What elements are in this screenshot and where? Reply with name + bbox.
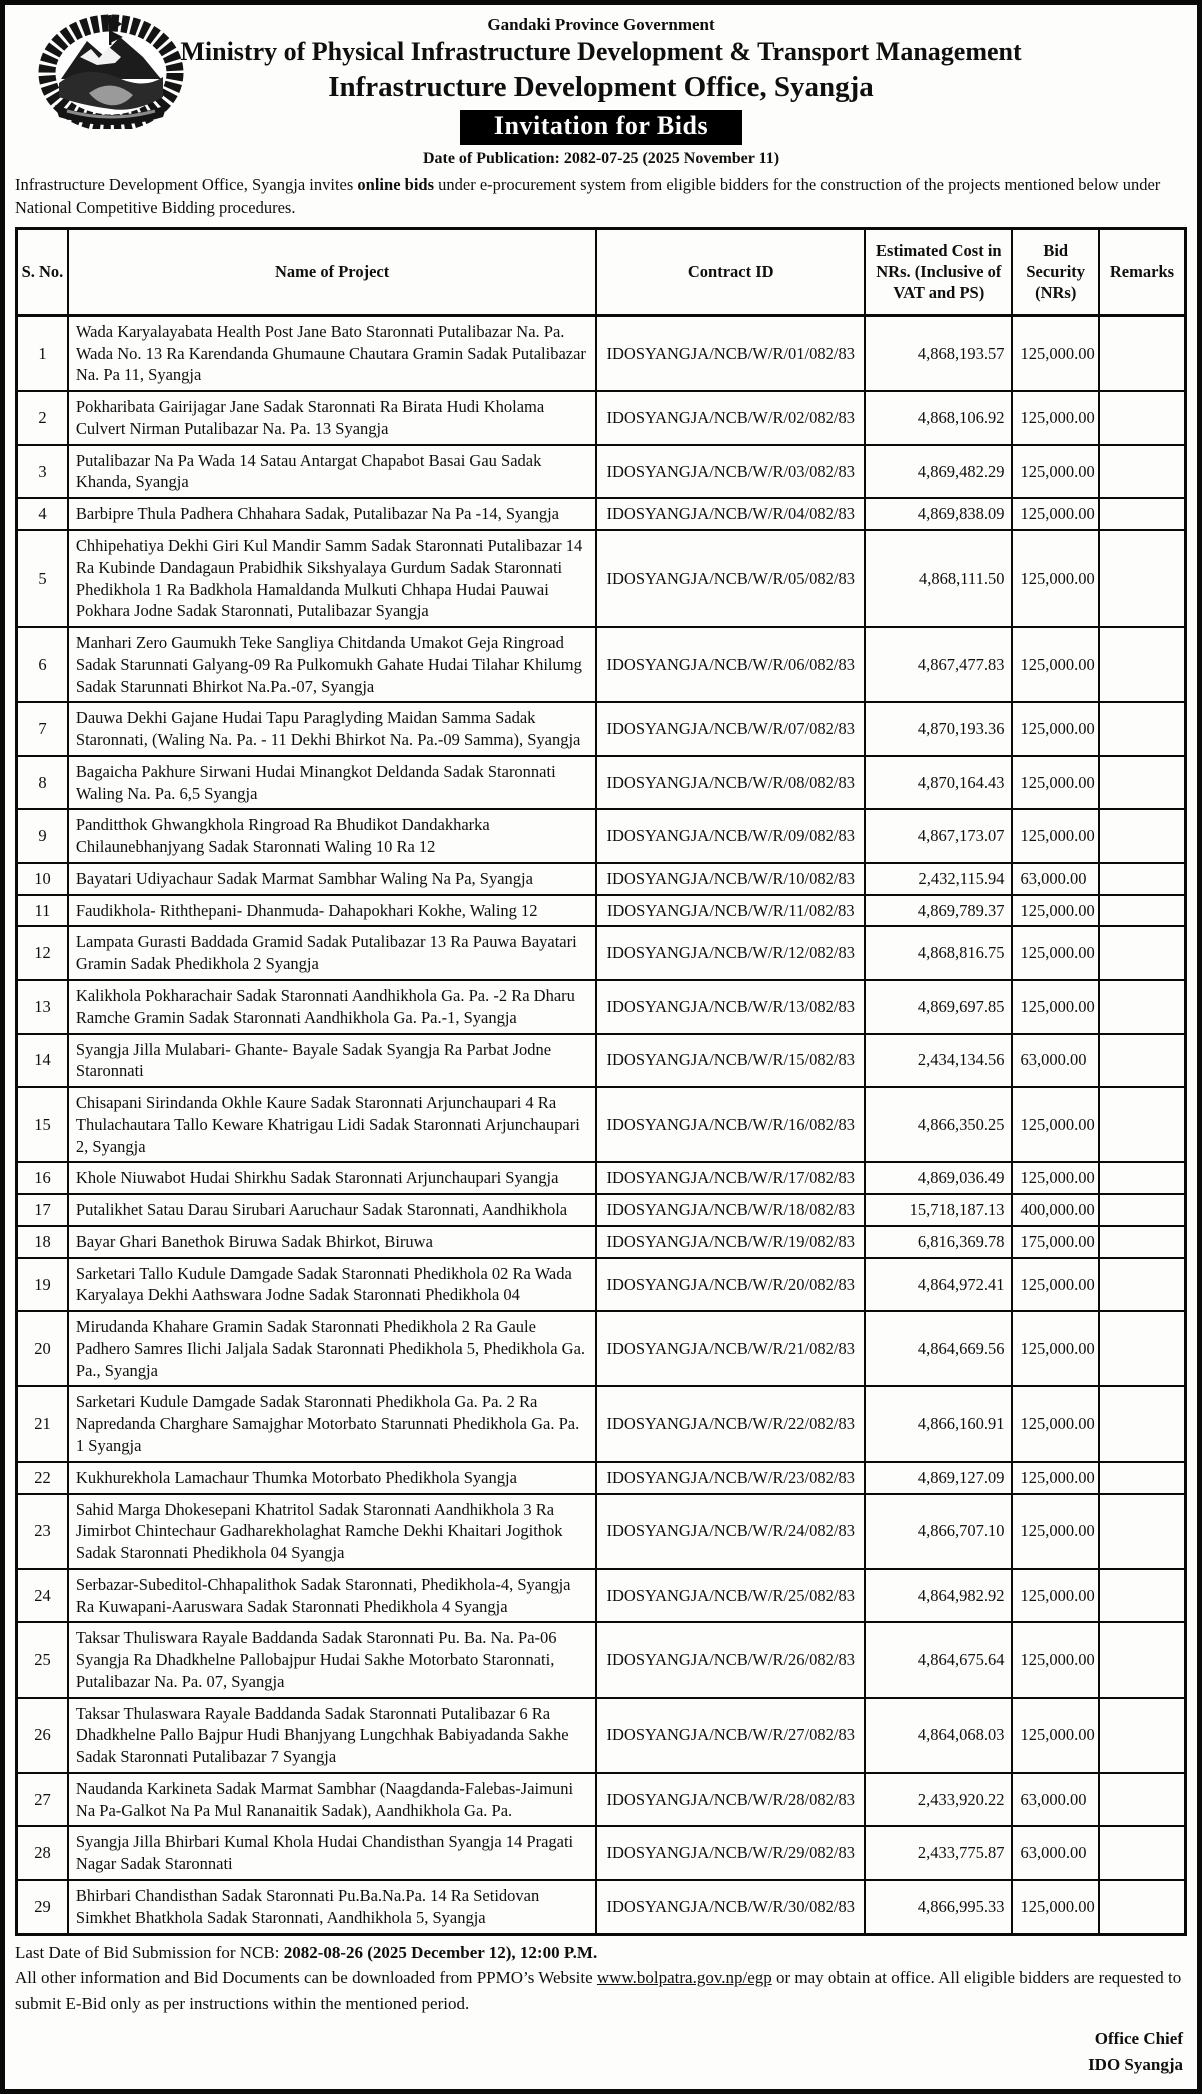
estimated-cost: 4,868,111.50	[865, 530, 1012, 627]
project-name: Bayar Ghari Banethok Biruwa Sadak Bhirkot, Biruwa	[68, 1226, 596, 1258]
bid-security: 63,000.00	[1012, 1826, 1099, 1880]
table-row	[17, 895, 1186, 927]
invitation-banner: Invitation for Bids	[460, 110, 742, 145]
project-name: Taksar Thuliswara Rayale Baddanda Sadak Staronnati Pu. Ba. Na. Pa-06 Syangja Ra Dhadkhelne Pallobajpur Hudai Sakhe Motorbato Staronnati, Putalibazar Na. Pa. 07, Syangja	[68, 1622, 596, 1697]
bid-security: 125,000.00	[1012, 445, 1099, 499]
ministry-name: Ministry of Physical Infrastructure Development & Transport Management	[180, 37, 1022, 66]
bid-security: 125,000.00	[1012, 1386, 1099, 1461]
column-header-contract: Contract ID	[596, 228, 865, 315]
estimated-cost: 2,433,920.22	[865, 1773, 1012, 1827]
contract-id: IDOSYANGJA/NCB/W/R/01/082/83	[596, 315, 865, 391]
project-name: Pokharibata Gairijagar Jane Sadak Staronnati Ra Birata Hudi Kholama Culvert Nirman Putalibazar Na. Pa. 13 Syangja	[68, 391, 596, 445]
info-text-pre: All other information and Bid Documents can be downloaded from PPMO’s Website	[15, 1968, 597, 1988]
row-serial: 20	[17, 1311, 68, 1386]
project-name: Manhari Zero Gaumukh Teke Sangliya Chitdanda Umakot Geja Ringroad Sadak Starunnati Galyang-09 Ra Pulkomukh Gahate Hudai Tilahar Khilumg Sadak Starunnati Bhirkot Na.Pa.-07, Syangja	[68, 627, 596, 702]
row-serial: 14	[17, 1034, 68, 1088]
last-date-line	[15, 1940, 1187, 1966]
row-serial: 22	[17, 1462, 68, 1494]
project-name: Syangja Jilla Mulabari- Ghante- Bayale Sadak Syangja Ra Parbat Jodne Staronnati	[68, 1034, 596, 1088]
project-name: Kalikhola Pokharachair Sadak Staronnati Aandhikhola Ga. Pa. -2 Ra Dharu Ramche Gramin Sadak Staronnati Aandhikhola Ga. Pa.-1, Syangja	[68, 980, 596, 1034]
remarks-cell	[1099, 1826, 1186, 1880]
footer-notes	[15, 1940, 1187, 2017]
estimated-cost: 4,869,482.29	[865, 445, 1012, 499]
intro-text-pre: Infrastructure Development Office, Syangja invites	[15, 175, 358, 194]
estimated-cost: 4,864,675.64	[865, 1622, 1012, 1697]
contract-id: IDOSYANGJA/NCB/W/R/18/082/83	[596, 1194, 865, 1226]
project-name: Chisapani Sirindanda Okhle Kaure Sadak Staronnati Arjunchaupari 4 Ra Thulachautara Tallo Keware Khatrigau Lidi Sadak Staronnati Arjunchaupari 2, Syangja	[68, 1087, 596, 1162]
row-serial: 19	[17, 1258, 68, 1312]
contract-id: IDOSYANGJA/NCB/W/R/07/082/83	[596, 702, 865, 756]
row-serial: 21	[17, 1386, 68, 1461]
column-header-sno: S. No.	[17, 228, 68, 315]
project-name: Putalibazar Na Pa Wada 14 Satau Antargat Chapabot Basai Gau Sadak Khanda, Syangja	[68, 445, 596, 499]
contract-id: IDOSYANGJA/NCB/W/R/30/082/83	[596, 1880, 865, 1934]
table-row	[17, 1569, 1186, 1623]
contract-id: IDOSYANGJA/NCB/W/R/15/082/83	[596, 1034, 865, 1088]
table-row	[17, 315, 1186, 391]
contract-id: IDOSYANGJA/NCB/W/R/24/082/83	[596, 1494, 865, 1569]
bid-security: 125,000.00	[1012, 1258, 1099, 1312]
row-serial: 7	[17, 702, 68, 756]
column-header-cost: Estimated Cost in NRs. (Inclusive of VAT and PS)	[865, 228, 1012, 315]
row-serial: 11	[17, 895, 68, 927]
contract-id: IDOSYANGJA/NCB/W/R/29/082/83	[596, 1826, 865, 1880]
column-header-name: Name of Project	[68, 228, 596, 315]
bid-security: 125,000.00	[1012, 1462, 1099, 1494]
contract-id: IDOSYANGJA/NCB/W/R/11/082/83	[596, 895, 865, 927]
contract-id: IDOSYANGJA/NCB/W/R/10/082/83	[596, 863, 865, 895]
contract-id: IDOSYANGJA/NCB/W/R/27/082/83	[596, 1698, 865, 1773]
row-serial: 10	[17, 863, 68, 895]
estimated-cost: 4,869,838.09	[865, 498, 1012, 530]
project-name: Barbipre Thula Padhera Chhahara Sadak, Putalibazar Na Pa -14, Syangja	[68, 498, 596, 530]
table-row	[17, 980, 1186, 1034]
bid-security: 125,000.00	[1012, 1087, 1099, 1162]
intro-text-bold: online bids	[357, 175, 435, 194]
estimated-cost: 2,434,134.56	[865, 1034, 1012, 1088]
bid-security: 125,000.00	[1012, 702, 1099, 756]
last-date-value: 2082-08-26 (2025 December 12), 12:00 P.M.	[283, 1942, 598, 1962]
contract-id: IDOSYANGJA/NCB/W/R/26/082/83	[596, 1622, 865, 1697]
bid-security: 63,000.00	[1012, 1773, 1099, 1827]
estimated-cost: 4,866,160.91	[865, 1386, 1012, 1461]
remarks-cell	[1099, 391, 1186, 445]
table-row	[17, 863, 1186, 895]
remarks-cell	[1099, 1773, 1186, 1827]
table-row	[17, 1622, 1186, 1697]
remarks-cell	[1099, 1258, 1186, 1312]
row-serial: 25	[17, 1622, 68, 1697]
estimated-cost: 4,866,350.25	[865, 1087, 1012, 1162]
project-name: Sarketari Kudule Damgade Sadak Staronnati Phedikhola Ga. Pa. 2 Ra Napredanda Charghare Samajghar Motorbato Starunnati Phedikhola Ga. Pa. 1 Syangja	[68, 1386, 596, 1461]
row-serial: 16	[17, 1162, 68, 1194]
remarks-cell	[1099, 809, 1186, 863]
table-row	[17, 1087, 1186, 1162]
row-serial: 18	[17, 1226, 68, 1258]
signature-org: IDO Syangja	[1088, 2055, 1183, 2075]
remarks-cell	[1099, 863, 1186, 895]
table-row	[17, 1386, 1186, 1461]
bid-security: 125,000.00	[1012, 926, 1099, 980]
estimated-cost: 4,867,173.07	[865, 809, 1012, 863]
bid-security: 125,000.00	[1012, 627, 1099, 702]
table-row	[17, 1311, 1186, 1386]
remarks-cell	[1099, 530, 1186, 627]
bid-security: 125,000.00	[1012, 315, 1099, 391]
bid-security: 125,000.00	[1012, 809, 1099, 863]
estimated-cost: 4,864,068.03	[865, 1698, 1012, 1773]
remarks-cell	[1099, 627, 1186, 702]
table-row	[17, 445, 1186, 499]
bid-security: 125,000.00	[1012, 756, 1099, 810]
bid-security: 125,000.00	[1012, 895, 1099, 927]
remarks-cell	[1099, 1698, 1186, 1773]
estimated-cost: 4,867,477.83	[865, 627, 1012, 702]
bid-security: 63,000.00	[1012, 1034, 1099, 1088]
remarks-cell	[1099, 1087, 1186, 1162]
bids-table	[15, 227, 1187, 1936]
bid-security: 125,000.00	[1012, 1311, 1099, 1386]
remarks-cell	[1099, 926, 1186, 980]
contract-id: IDOSYANGJA/NCB/W/R/13/082/83	[596, 980, 865, 1034]
signature-block	[15, 2026, 1187, 2079]
row-serial: 29	[17, 1880, 68, 1934]
contract-id: IDOSYANGJA/NCB/W/R/05/082/83	[596, 530, 865, 627]
remarks-cell	[1099, 1034, 1186, 1088]
row-serial: 17	[17, 1194, 68, 1226]
remarks-cell	[1099, 1880, 1186, 1934]
table-row	[17, 1034, 1186, 1088]
project-name: Bagaicha Pakhure Sirwani Hudai Minangkot Deldanda Sadak Staronnati Waling Na. Pa. 6,5 Syangja	[68, 756, 596, 810]
row-serial: 2	[17, 391, 68, 445]
remarks-cell	[1099, 756, 1186, 810]
government-name: Gandaki Province Government	[487, 15, 715, 34]
contract-id: IDOSYANGJA/NCB/W/R/28/082/83	[596, 1773, 865, 1827]
last-date-label: Last Date of Bid Submission for NCB:	[15, 1942, 284, 1962]
project-name: Bayatari Udiyachaur Sadak Marmat Sambhar Waling Na Pa, Syangja	[68, 863, 596, 895]
column-header-remarks: Remarks	[1099, 228, 1186, 315]
row-serial: 15	[17, 1087, 68, 1162]
table-row	[17, 1226, 1186, 1258]
remarks-cell	[1099, 1462, 1186, 1494]
bid-security: 175,000.00	[1012, 1226, 1099, 1258]
bid-security: 63,000.00	[1012, 863, 1099, 895]
row-serial: 4	[17, 498, 68, 530]
contract-id: IDOSYANGJA/NCB/W/R/22/082/83	[596, 1386, 865, 1461]
remarks-cell	[1099, 895, 1186, 927]
bid-security: 125,000.00	[1012, 1494, 1099, 1569]
row-serial: 5	[17, 530, 68, 627]
table-header-row	[17, 228, 1186, 315]
remarks-cell	[1099, 315, 1186, 391]
ppmo-website-link[interactable]: www.bolpatra.gov.np/egp	[596, 1968, 772, 1988]
contract-id: IDOSYANGJA/NCB/W/R/03/082/83	[596, 445, 865, 499]
remarks-cell	[1099, 445, 1186, 499]
estimated-cost: 2,432,115.94	[865, 863, 1012, 895]
row-serial: 13	[17, 980, 68, 1034]
estimated-cost: 4,866,995.33	[865, 1880, 1012, 1934]
project-name: Naudanda Karkineta Sadak Marmat Sambhar (Naagdanda-Falebas-Jaimuni Na Pa-Galkot Na Pa Mul Rananaitik Sadak), Aandhikhola Ga. Pa.	[68, 1773, 596, 1827]
project-name: Putalikhet Satau Darau Sirubari Aaruchaur Sadak Staronnati, Aandhikhola	[68, 1194, 596, 1226]
contract-id: IDOSYANGJA/NCB/W/R/06/082/83	[596, 627, 865, 702]
row-serial: 8	[17, 756, 68, 810]
column-header-security: Bid Security (NRs)	[1012, 228, 1099, 315]
publication-date: Date of Publication: 2082-07-25 (2025 November 11)	[422, 150, 780, 167]
info-line	[15, 1965, 1187, 2016]
contract-id: IDOSYANGJA/NCB/W/R/09/082/83	[596, 809, 865, 863]
office-name: Infrastructure Development Office, Syangja	[328, 71, 874, 103]
row-serial: 6	[17, 627, 68, 702]
project-name: Khole Niuwabot Hudai Shirkhu Sadak Staronnati Arjunchaupari Syangja	[68, 1162, 596, 1194]
contract-id: IDOSYANGJA/NCB/W/R/08/082/83	[596, 756, 865, 810]
bid-security: 125,000.00	[1012, 530, 1099, 627]
remarks-cell	[1099, 702, 1186, 756]
remarks-cell	[1099, 1569, 1186, 1623]
estimated-cost: 2,433,775.87	[865, 1826, 1012, 1880]
remarks-cell	[1099, 1311, 1186, 1386]
signature-title: Office Chief	[1094, 2029, 1183, 2049]
table-row	[17, 530, 1186, 627]
bid-security: 125,000.00	[1012, 391, 1099, 445]
bid-security: 125,000.00	[1012, 1880, 1099, 1934]
remarks-cell	[1099, 980, 1186, 1034]
table-row	[17, 1698, 1186, 1773]
estimated-cost: 4,869,789.37	[865, 895, 1012, 927]
row-serial: 9	[17, 809, 68, 863]
project-name: Bhirbari Chandisthan Sadak Staronnati Pu.Ba.Na.Pa. 14 Ra Setidovan Simkhet Bhatkhola Sadak Staronnati, Aandhikhola 5, Syangja	[68, 1880, 596, 1934]
project-name: Taksar Thulaswara Rayale Baddanda Sadak Staronnati Putalibazar 6 Ra Dhadkhelne Pallo Bajpur Hudi Bhanjyang Lungchhak Babiyadanda Sakhe Sadak Staronnati Putalibazar 7 Syangja	[68, 1698, 596, 1773]
bid-security: 125,000.00	[1012, 1622, 1099, 1697]
row-serial: 23	[17, 1494, 68, 1569]
project-name: Wada Karyalayabata Health Post Jane Bato Staronnati Putalibazar Na. Pa. Wada No. 13 Ra Karendanda Ghumaune Chautara Gramin Sadak Putalibazar Na. Pa 11, Syangja	[68, 315, 596, 391]
table-row	[17, 627, 1186, 702]
remarks-cell	[1099, 498, 1186, 530]
bid-table-body	[17, 315, 1186, 1934]
table-row	[17, 926, 1186, 980]
remarks-cell	[1099, 1494, 1186, 1569]
estimated-cost: 15,718,187.13	[865, 1194, 1012, 1226]
intro-paragraph	[15, 174, 1187, 220]
estimated-cost: 4,870,193.36	[865, 702, 1012, 756]
estimated-cost: 4,864,982.92	[865, 1569, 1012, 1623]
contract-id: IDOSYANGJA/NCB/W/R/16/082/83	[596, 1087, 865, 1162]
project-name: Kukhurekhola Lamachaur Thumka Motorbato Phedikhola Syangja	[68, 1462, 596, 1494]
contract-id: IDOSYANGJA/NCB/W/R/12/082/83	[596, 926, 865, 980]
table-row	[17, 809, 1186, 863]
row-serial: 27	[17, 1773, 68, 1827]
estimated-cost: 4,864,669.56	[865, 1311, 1012, 1386]
contract-id: IDOSYANGJA/NCB/W/R/04/082/83	[596, 498, 865, 530]
bid-security: 125,000.00	[1012, 980, 1099, 1034]
table-row	[17, 1773, 1186, 1827]
bid-security: 125,000.00	[1012, 498, 1099, 530]
bid-security: 400,000.00	[1012, 1194, 1099, 1226]
row-serial: 12	[17, 926, 68, 980]
row-serial: 28	[17, 1826, 68, 1880]
remarks-cell	[1099, 1226, 1186, 1258]
estimated-cost: 4,868,816.75	[865, 926, 1012, 980]
remarks-cell	[1099, 1194, 1186, 1226]
info-text-post: or may obtain at office. All eligible bidders are requested to submit E-Bid only as per instructions within the mentioned period.	[15, 1968, 1182, 2013]
remarks-cell	[1099, 1386, 1186, 1461]
project-name: Sarketari Tallo Kudule Damgade Sadak Staronnati Phedikhola 02 Ra Wada Karyalaya Dekhi Aathswara Jodne Sadak Staronnati Phedikhola 04	[68, 1258, 596, 1312]
table-row	[17, 498, 1186, 530]
row-serial: 1	[17, 315, 68, 391]
estimated-cost: 4,869,697.85	[865, 980, 1012, 1034]
table-row	[17, 391, 1186, 445]
project-name: Chhipehatiya Dekhi Giri Kul Mandir Samm Sadak Staronnati Putalibazar 14 Ra Kubinde Dandagaun Prabidhik Sikshyalaya Gurdum Sadak Staronnati Phedikhola 1 Ra Badkhola Hamaldanda Mulkuti Chhapa Hudai Pauwai Pokhara Jodne Sadak Staronnati, Putalibazar Syangja	[68, 530, 596, 627]
project-name: Panditthok Ghwangkhola Ringroad Ra Bhudikot Dandakharka Chilaunebhanjyang Sadak Staronnati Waling 10 Ra 12	[68, 809, 596, 863]
table-row	[17, 702, 1186, 756]
table-row	[17, 1826, 1186, 1880]
estimated-cost: 4,870,164.43	[865, 756, 1012, 810]
bid-security: 125,000.00	[1012, 1698, 1099, 1773]
table-row	[17, 1494, 1186, 1569]
project-name: Sahid Marga Dhokesepani Khatritol Sadak Staronnati Aandhikhola 3 Ra Jimirbot Chintechaur Gadharekholaghat Ramche Dekhi Khaitari Jogithok Sadak Staronnati Phedikhola 04 Syangja	[68, 1494, 596, 1569]
intro-text-post: under e-procurement system from eligible bidders for the construction of the projects mentioned below under National Competitive Bidding procedures.	[15, 175, 1161, 217]
bid-security: 125,000.00	[1012, 1569, 1099, 1623]
estimated-cost: 4,868,106.92	[865, 391, 1012, 445]
estimated-cost: 4,869,036.49	[865, 1162, 1012, 1194]
project-name: Dauwa Dekhi Gajane Hudai Tapu Paraglyding Maidan Samma Sadak Staronnati, (Waling Na. Pa. - 11 Dekhi Bhirkot Na. Pa.-09 Samma), Syangja	[68, 702, 596, 756]
project-name: Syangja Jilla Bhirbari Kumal Khola Hudai Chandisthan Syangja 14 Pragati Nagar Sadak Staronnati	[68, 1826, 596, 1880]
estimated-cost: 4,864,972.41	[865, 1258, 1012, 1312]
project-name: Lampata Gurasti Baddada Gramid Sadak Putalibazar 13 Ra Pauwa Bayatari Gramin Sadak Phedikhola 2 Syangja	[68, 926, 596, 980]
table-row	[17, 1258, 1186, 1312]
contract-id: IDOSYANGJA/NCB/W/R/20/082/83	[596, 1258, 865, 1312]
contract-id: IDOSYANGJA/NCB/W/R/21/082/83	[596, 1311, 865, 1386]
contract-id: IDOSYANGJA/NCB/W/R/02/082/83	[596, 391, 865, 445]
estimated-cost: 4,866,707.10	[865, 1494, 1012, 1569]
table-row	[17, 1194, 1186, 1226]
table-row	[17, 1462, 1186, 1494]
estimated-cost: 4,868,193.57	[865, 315, 1012, 391]
estimated-cost: 6,816,369.78	[865, 1226, 1012, 1258]
table-row	[17, 1880, 1186, 1934]
project-name: Serbazar-Subeditol-Chhapalithok Sadak Staronnati, Phedikhola-4, Syangja Ra Kuwapani-Aaruswara Sadak Staronnati Phedikhola 4 Syangja	[68, 1569, 596, 1623]
estimated-cost: 4,869,127.09	[865, 1462, 1012, 1494]
table-row	[17, 1162, 1186, 1194]
bid-security: 125,000.00	[1012, 1162, 1099, 1194]
letterhead	[15, 11, 1187, 168]
row-serial: 26	[17, 1698, 68, 1773]
contract-id: IDOSYANGJA/NCB/W/R/17/082/83	[596, 1162, 865, 1194]
project-name: Faudikhola- Riththepani- Dhanmuda- Dahapokhari Kokhe, Waling 12	[68, 895, 596, 927]
contract-id: IDOSYANGJA/NCB/W/R/23/082/83	[596, 1462, 865, 1494]
remarks-cell	[1099, 1162, 1186, 1194]
project-name: Mirudanda Khahare Gramin Sadak Staronnati Phedikhola 2 Ra Gaule Padhero Samres Ilichi Jaljala Sadak Staronnati Phedikhola 5, Phedikhola Ga. Pa., Syangja	[68, 1311, 596, 1386]
contract-id: IDOSYANGJA/NCB/W/R/25/082/83	[596, 1569, 865, 1623]
nepal-government-emblem-logo	[25, 13, 197, 129]
row-serial: 24	[17, 1569, 68, 1623]
remarks-cell	[1099, 1622, 1186, 1697]
contract-id: IDOSYANGJA/NCB/W/R/19/082/83	[596, 1226, 865, 1258]
row-serial: 3	[17, 445, 68, 499]
table-row	[17, 756, 1186, 810]
